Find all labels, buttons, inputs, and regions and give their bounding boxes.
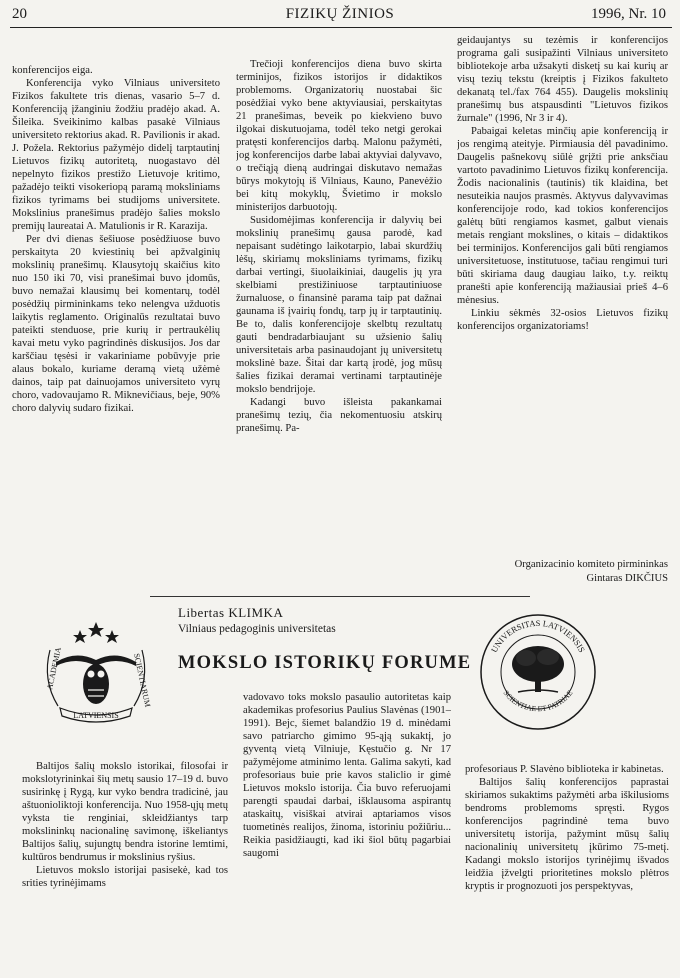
paragraph: Trečioji konferencijos diena buvo skirta terminijos, fizikos istorijos ir didaktikos problemoms. Organizatorių nuostabai šic posėdžiai vyko bene aktyviausiai, perskaitytas 21 pranešimas, beveik po kiekvieno buvo ilgokai diskutuojama, todėl teko netgi gerokai pratęsti konferencijos darbą. Malonu pažymėti, jog konferencijos darbe labai aktyviai dalyvavo, o trečiąją dieną audringai diskutavo nemažas būrys mokytojų iš Vilniaus, Kauno, Panevėžio bei kitų mokyklų, Švietimo ir mokslo ministerijos darbuotojų. bbox=[236, 59, 442, 213]
signature-title: Organizacinio komiteto pirmininkas bbox=[514, 559, 668, 570]
article2-title: MOKSLO ISTORIKŲ FORUME bbox=[178, 653, 472, 673]
logo-right-text: SCIENTIARUM bbox=[132, 652, 153, 708]
paragraph: profesoriaus P. Slavėno biblioteka ir kabinetas. bbox=[465, 764, 664, 775]
article-separator bbox=[150, 596, 530, 597]
paragraph: Baltijos šalių konferencijos paprastai skiriamos sukaktims pažymėti arba iškilusioms bendroms problemoms spręsti. Rygos konferencijos pagrindinė tema buvo universitetų istorija, pažymint mūsų šalių nacionalinių universitetų įkūrimo 75-metį. Kadangi mokslo istorijos tyrinėjimų išvados leidžia įžvelgti prioritetines mokslo plėtros kryptis ir prognozuoti jos perspektyvas, bbox=[465, 777, 669, 892]
logo-left-text: ACADEMIA bbox=[45, 646, 63, 691]
university-of-latvia-logo bbox=[478, 612, 598, 732]
signature-name: Gintaras DIKČIUS bbox=[586, 573, 668, 584]
paragraph: Susidomėjimas konferencija ir dalyvių bei mokslinių pranešimų gausa parodė, kad nepaisant sudėtingo laikotarpio, labai skurdžių lėšų, skiriamų moksliniams tyrimams, fizikų darbai vertingi, šiuolaikiniai, daugelis jų yra skelbiami prestižiniuose tarptautiniuose žurnaluose, o finansinė parama taip pat dažnai gaunama iš įvairių fondų, tarp jų ir tarptautinių. Be to, dalis konferencijoje skelbtų rezultatų gauti bendradarbiaujant su užsienio šalių universitetais arba pasinaudojant jų universitetų mokslinė baze. Šitai dar kartą įrodė, jog mūsų šalies fizikai deramai vertinami tarptautinėje mokslo bendrijoje. bbox=[236, 215, 442, 395]
header-rule bbox=[10, 27, 672, 28]
article2-author: Libertas KLIMKA bbox=[178, 605, 284, 620]
paragraph: konferencijos eiga. bbox=[12, 65, 93, 76]
article1-column-3 bbox=[457, 34, 668, 560]
article2-column-1 bbox=[22, 760, 228, 974]
article1-column-2 bbox=[236, 58, 442, 590]
paragraph: vadovavo toks mokslo pasaulio autoritetas kaip akademikas profesorius Paulius Slavėnas (1901–1991). Bejc, šiemet balandžio 19 d. minėdami savo patriarcho gimimo 95-ąją sukaktį, jo gyventą vietą Vilniuje, Kęstučio g. Nr 17 pažymėjome atminimo lenta. Galima sakyti, kad profesoriaus buie prie kavos staliclio ir gimė Lietuvos mokslo istorija. Čia buvo referuojami parengti spaudai darbai, išklausoma aspirantų ataskaitų, visiškai atvirai aptariamos visos tuometinės realijos, žinoma, istoriniu požiūriu... Reikia pasidžiaugti, kad iki šiol būtų pagarbiai saugomi bbox=[243, 692, 451, 859]
paragraph: Pabaigai keletas minčių apie konferenciją ir jos rengimą ateityje. Pirmiausia dėl pavadinimo. Daugelis pašnekovų siūlė grįžti prie anksčiau vartoto pavadinimo Lietuvos fizikų konferencija. Žodis nacionalinis (tautinis) tik klaidina, bet nesuteikia naujos prasmės. Aktyvus dalyvavimas konferencijoje rodo, kad tokios konferencijos galėtų būti rengiamos kasmet, galbut vienais metais rengiant mokslines, o kitais – didaktikos bei terminijos. Konferencijos gali būti rengiamos universitetuose, institutuose, tačiau rengimui turi būti skiriama daug daugiau laiko, t.y. reiktų pranešti apie konferenciją mažiausiai prieš 4–6 mėnesius. bbox=[457, 126, 668, 306]
academy-of-sciences-logo bbox=[36, 610, 156, 728]
paragraph: Kadangi buvo išleista pakankamai pranešimų tezių, čia nekomentuosiu atskirų pranešimų. Pa- bbox=[236, 397, 442, 434]
paragraph: Linkiu sėkmės 32-osios Lietuvos fizikų konferencijos organizatoriams! bbox=[457, 308, 668, 332]
paragraph: Per dvi dienas šešiuose posėdžiuose buvo perskaityta 20 kviestinių bei apžvalginių mokslinių pranešimų. Klausytojų skaičius kito nuo 150 iki 70, visi pranešimai buvo įdomūs, buvo nemažai klausimų bei komentarų, todėl posėdžių pirmininkams teko nelengva užduotis laikytis reglamento. Originalūs rezultatai buvo pateikti stenduose, prie kurių ir pertraukėlių kavai metu vyko pagrindinės diskusijos. Jos dar karščiau tęsėsi ir vakariniame pobūvyje prie alaus bokalo, kuriame deramą vietą užėmė dainos, taip pat dainuojamos universiteto vyrų choro, vadovaujamo R. Miknevičiaus, beje, 90% choro dalyvių sudaro fizikai. bbox=[12, 234, 220, 414]
article2-column-2 bbox=[243, 691, 451, 974]
logo-top-text: UNIVERSITAS LATVIENSIS bbox=[488, 618, 588, 655]
page-number: 20 bbox=[12, 6, 27, 22]
issue-label: 1996, Nr. 10 bbox=[591, 6, 666, 22]
article1-column-1 bbox=[12, 64, 220, 594]
article2-affiliation: Vilniaus pedagoginis universitetas bbox=[178, 623, 336, 635]
journal-title: FIZIKŲ ŽINIOS bbox=[285, 6, 395, 22]
logo-bottom-text: SCIENTIAE ET PATRIAE bbox=[501, 688, 575, 714]
paragraph: geidaujantys su tezėmis ir konferencijos programa gali susipažinti Vilniaus universiteto bibliotekoje arba užsakyti disketį su kai kurių ar visų tezių tekstu (kreiptis į Fizikos fakulteto dekanatą tel./fax 764 455). Daugelis mokslinių pranešimų bus atspausdinti "Lietuvos fizikos žurnale" (1996, Nr 3 ir 4). bbox=[457, 35, 668, 124]
paragraph: Konferencija vyko Vilniaus universiteto Fizikos fakultete tris dienas, vasario 5–7 d. Konferenciją įžanginiu žodžiu pradėjo akad. A. Šileika. Sveikinimo kalbas pasakė Vilniaus universiteto rektorius akad. R. Pavilionis ir akad. J. Požela. Rektorius pažymėjo didelį tarptautinį Lietuvos fizikų autoritetą, nuogastavo dėl nepelnyto fizikos prestižo Lietuvoje kritimo, pažadėjo teikti visokeriopą paramą moksliniams fizikos tyrimams bei studijoms universitete. Mokslinius pranešimus pradėjo šalies mokslo premijų laureatai A. Matulionis ir R. Karazija. bbox=[12, 78, 220, 232]
article2-column-3 bbox=[465, 763, 669, 974]
logo-ribbon-text: LATVIENSIS bbox=[73, 711, 119, 720]
paragraph: Lietuvos mokslo istorijai pasisekė, kad tos srities tyrinėjimams bbox=[22, 865, 228, 889]
paragraph: Baltijos šalių mokslo istorikai, filosofai ir mokslotyrininkai šių metų sausio 17–19 d. buvo susirinkę į Rygą, kur vyko bendra tradicinė, jau aštuonioliktoji konferencija. Nuo 1958-ųjų metų vyksta tie renginiai, skleidžiantys tarp mokslininkų nacionalinę savimonę, iškeliantys Baltijos šalių, sujungtų bendra istorine lemtimi, kultūros bendrumus ir mokslinius ryšius. bbox=[22, 761, 228, 863]
